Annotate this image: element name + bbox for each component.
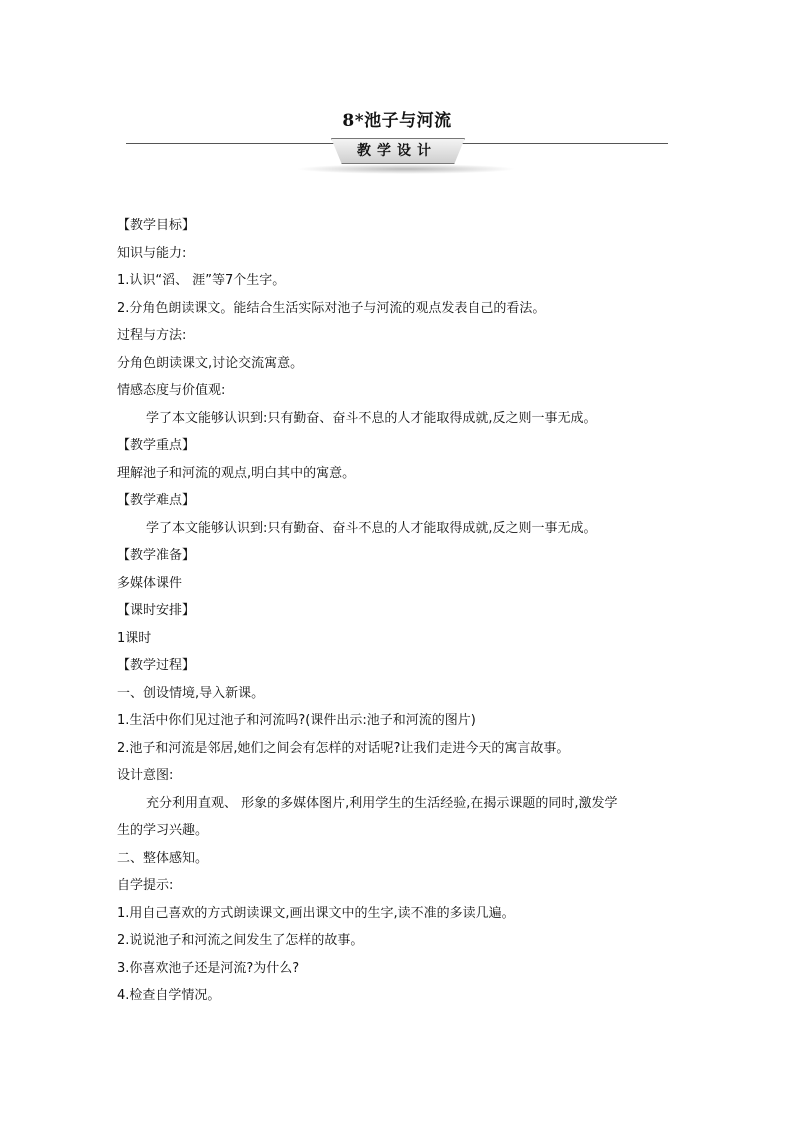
banner-label: 教学设计 [357, 143, 437, 159]
text-line: 1.生活中你们见过池子和河流吗?(课件出示:池子和河流的图片) [117, 713, 476, 728]
text-line: 1课时 [117, 630, 152, 646]
text-line: 1.用自己喜欢的方式朗读课文,画出课文中的生字,读不准的多读几遍。 [117, 905, 515, 921]
text-line: 【教学准备】 [117, 548, 196, 563]
text-line: 4.检查自学情况。 [117, 988, 221, 1003]
text-line: 2.分角色朗读课文。能结合生活实际对池子与河流的观点发表自己的看法。 [117, 300, 546, 316]
text-line: 理解池子和河流的观点,明白其中的寓意。 [117, 465, 356, 481]
text-line: 【教学难点】 [117, 493, 196, 508]
text-line: 情感态度与价值观: [117, 383, 226, 398]
text-line: 分角色朗读课文,讨论交流寓意。 [117, 355, 304, 371]
text-line: 自学提示: [117, 878, 174, 893]
text-line: 【教学重点】 [117, 438, 196, 453]
text-line: 设计意图: [117, 768, 174, 783]
document-title: 8*池子与河流 [342, 111, 452, 131]
text-line: 充分利用直观、 形象的多媒体图片,利用学生的生活经验,在揭示课题的同时,激发学 [146, 795, 618, 811]
text-line: 生的学习兴趣。 [117, 823, 209, 838]
text-line: 3.你喜欢池子还是河流?为什么? [117, 960, 300, 976]
text-line: 【教学目标】 [117, 218, 196, 233]
section-banner [126, 136, 668, 176]
text-line: 【课时安排】 [117, 603, 196, 618]
text-line: 学了本文能够认识到:只有勤奋、奋斗不息的人才能取得成就,反之则一事无成。 [146, 520, 597, 536]
text-line: 多媒体课件 [117, 575, 183, 591]
text-line: 【教学过程】 [117, 658, 196, 673]
document-body [117, 212, 677, 1010]
text-line: 知识与能力: [117, 245, 187, 261]
text-line: 二、整体感知。 [117, 850, 209, 866]
text-line: 1.认识“滔、 涯”等7个生字。 [117, 273, 286, 288]
text-line: 学了本文能够认识到:只有勤奋、奋斗不息的人才能取得成就,反之则一事无成。 [146, 410, 597, 426]
banner-shadow [296, 164, 516, 174]
text-line: 一、创设情境,导入新课。 [117, 685, 265, 701]
text-line: 2.说说池子和河流之间发生了怎样的故事。 [117, 933, 364, 948]
text-line: 2.池子和河流是邻居,她们之间会有怎样的对话呢?让我们走进今天的寓言故事。 [117, 740, 570, 756]
text-line: 过程与方法: [117, 328, 187, 343]
